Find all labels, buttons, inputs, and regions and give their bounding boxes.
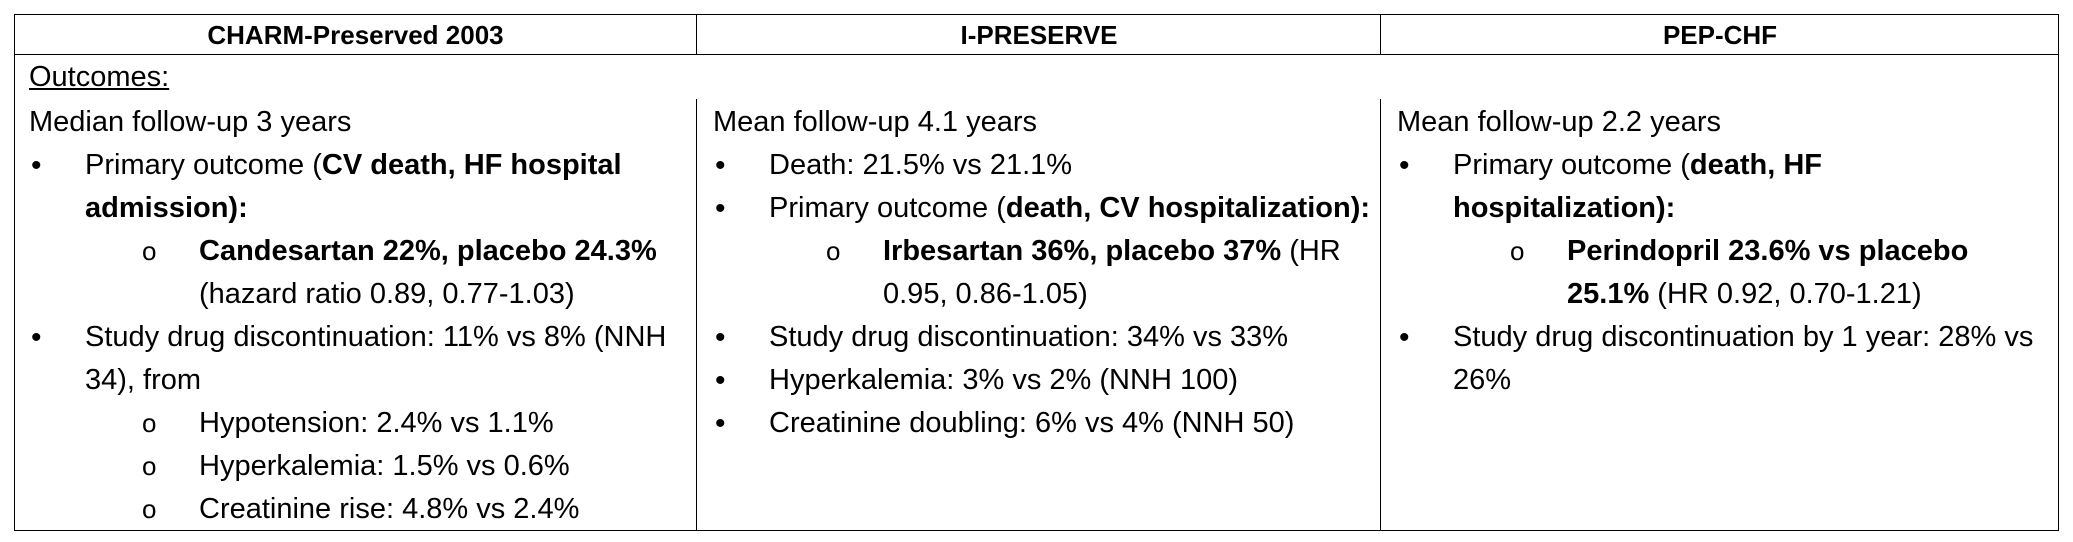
followup-text: Median follow-up 3 years bbox=[29, 106, 352, 138]
sub-bullet-hyperkalemia: o Hyperkalemia: 1.5% vs 0.6% bbox=[29, 445, 689, 488]
column-divider-2 bbox=[1380, 99, 1381, 530]
header-column-divider-2 bbox=[1380, 15, 1381, 55]
sub-bullet-result: o Irbesartan 36%, placebo 37% (HR 0.95, 0.86-1.05) bbox=[713, 230, 1373, 316]
sub-bullet-result: o Candesartan 22%, placebo 24.3% (hazard ratio 0.89, 0.77-1.03) bbox=[29, 230, 689, 316]
bullet-primary-outcome: • Primary outcome (death, CV hospitalization): bbox=[713, 187, 1373, 230]
followup-text: Mean follow-up 4.1 years bbox=[713, 106, 1037, 138]
bullet-death: • Death: 21.5% vs 21.1% bbox=[713, 144, 1373, 187]
bullet-primary-outcome: • Primary outcome (CV death, HF hospital admission): bbox=[29, 144, 689, 230]
column-charm-preserved bbox=[29, 101, 689, 531]
bullet-primary-outcome: • Primary outcome (death, HF hospitalization): bbox=[1397, 144, 2047, 230]
header-column-divider-1 bbox=[696, 15, 697, 55]
comparison-table bbox=[14, 14, 2059, 531]
header-i-preserve: I-PRESERVE bbox=[960, 20, 1118, 50]
followup-text: Mean follow-up 2.2 years bbox=[1397, 106, 1721, 138]
sub-bullet-creatinine: o Creatinine rise: 4.8% vs 2.4% bbox=[29, 488, 689, 531]
header-charm-preserved: CHARM-Preserved 2003 bbox=[207, 20, 504, 50]
bullet-discontinuation: • Study drug discontinuation: 11% vs 8% (NNH 34), from bbox=[29, 316, 689, 402]
column-divider-1 bbox=[696, 99, 697, 530]
bullet-creatinine: • Creatinine doubling: 6% vs 4% (NNH 50) bbox=[713, 402, 1373, 445]
bullet-discontinuation: • Study drug discontinuation: 34% vs 33% bbox=[713, 316, 1373, 359]
column-pep-chf bbox=[1397, 101, 2047, 402]
sub-bullet-result: o Perindopril 23.6% vs placebo 25.1% (HR 0.92, 0.70-1.21) bbox=[1397, 230, 2047, 316]
bullet-hyperkalemia: • Hyperkalemia: 3% vs 2% (NNH 100) bbox=[713, 359, 1373, 402]
bullet-discontinuation: • Study drug discontinuation by 1 year: 28% vs 26% bbox=[1397, 316, 2047, 402]
header-pep-chf: PEP-CHF bbox=[1662, 20, 1778, 50]
sub-bullet-hypotension: o Hypotension: 2.4% vs 1.1% bbox=[29, 402, 689, 445]
column-i-preserve bbox=[713, 101, 1373, 445]
outcomes-label: Outcomes: bbox=[29, 61, 170, 93]
